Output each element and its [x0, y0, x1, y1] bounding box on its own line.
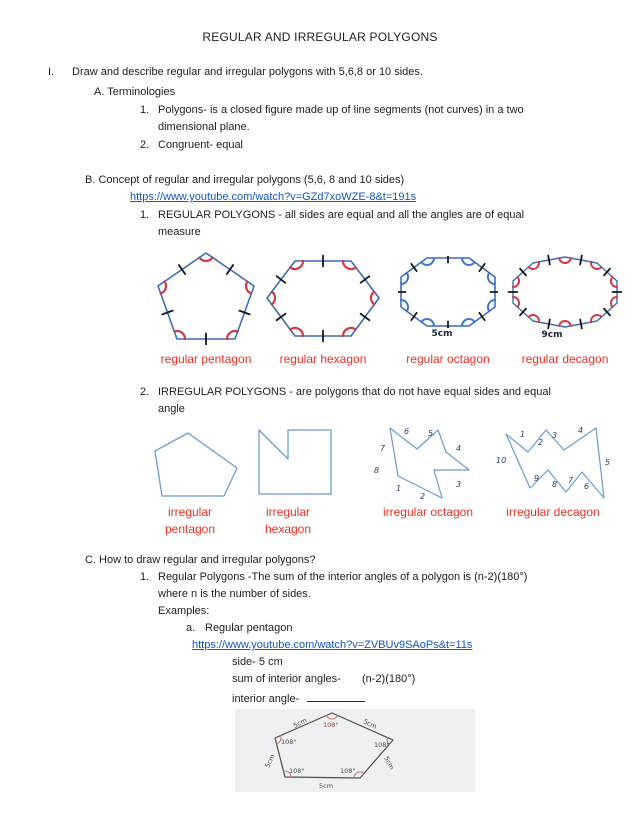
list-marker-c1: 1. [140, 571, 150, 583]
decagon-side-number: 5 [605, 458, 611, 467]
decagon-side-number: 6 [584, 482, 590, 491]
list-marker-irregular: 2. [140, 386, 150, 398]
octagon-side-number: 3 [456, 480, 462, 489]
caption-irregular-octagon: irregular octagon [382, 505, 474, 519]
decagon-side-length-label: 9cm [541, 330, 563, 340]
list-marker-1: 1. [140, 104, 150, 116]
regular-hexagon-drawing [263, 253, 383, 343]
octagon-side-number: 5 [428, 429, 434, 438]
decagon-side-number: 1 [520, 430, 526, 439]
side-label: 5cm [382, 754, 396, 772]
regular-polygons-def-line2: measure [158, 226, 201, 238]
caption-irregular-pentagon-line1: irregular [167, 505, 213, 519]
decagon-side-number: 4 [578, 426, 584, 435]
objective-text: Draw and describe regular and irregular polygons with 5,6,8 or 10 sides. [72, 66, 423, 78]
side-label: 5cm [319, 782, 334, 790]
decagon-side-number: 9 [534, 474, 540, 483]
list-marker-2: 2. [140, 139, 150, 151]
answer-blank [307, 690, 365, 702]
caption-irregular-hexagon-line1: irregular [265, 505, 311, 519]
decagon-side-number: 3 [552, 431, 558, 440]
youtube-link-pentagon[interactable]: https://www.youtube.com/watch?v=ZVBUv9SAoPs&t=11s [192, 639, 473, 651]
octagon-side-number: 2 [420, 492, 426, 501]
list-marker-a: a. [186, 622, 196, 634]
definition-polygons-line1: Polygons- is a closed figure made up of line segments (not curves) in a two [158, 104, 524, 116]
figure-irregular-pentagon [150, 428, 242, 500]
figure-irregular-decagon [498, 422, 613, 502]
examples-label: Examples: [158, 605, 210, 617]
side-label: 5cm [263, 752, 277, 770]
heading-how-to-draw: C. How to draw regular and irregular polygons? [85, 554, 316, 566]
youtube-link-concept[interactable]: https://www.youtube.com/watch?v=GZd7xoWZE-8&t=191s [130, 191, 417, 203]
figure-regular-octagon [398, 256, 498, 328]
pentagon-example-panel [235, 709, 475, 792]
pentagon-example-drawing [235, 709, 475, 792]
figure-regular-pentagon [150, 251, 262, 345]
side-label: 5cm [361, 717, 379, 731]
caption-irregular-hexagon-line2: hexagon [264, 522, 312, 536]
angle-label: 108° [340, 767, 356, 775]
figure-regular-decagon [506, 254, 624, 330]
figure-irregular-hexagon [255, 426, 335, 498]
definition-congruent: Congruent- equal [158, 139, 244, 151]
angle-label: 108° [281, 738, 297, 746]
irregular-polygons-def-line1: IRREGULAR POLYGONS - are polygons that do not have equal sides and equal [158, 386, 551, 398]
octagon-side-number: 6 [404, 427, 410, 436]
caption-irregular-pentagon-line2: pentagon [164, 522, 216, 536]
decagon-side-number: 2 [538, 438, 544, 447]
figure-regular-hexagon [263, 253, 383, 343]
regular-decagon-drawing [506, 254, 624, 330]
list-marker-I: I. [48, 66, 55, 78]
octagon-side-number: 8 [374, 466, 380, 475]
heading-terminologies: A. Terminologies [94, 86, 176, 98]
interior-angle-rule-line2: where n is the number of sides. [158, 588, 311, 600]
decagon-side-number: 7 [568, 476, 574, 485]
sum-interior-angles-label: sum of interior angles- [232, 673, 341, 685]
caption-regular-decagon: regular decagon [521, 352, 609, 366]
decagon-side-number: 8 [552, 480, 558, 489]
caption-regular-hexagon: regular hexagon [279, 352, 367, 366]
angle-label: 108° [323, 721, 339, 729]
octagon-side-number: 4 [456, 444, 462, 453]
definition-polygons-line2: dimensional plane. [158, 121, 250, 133]
irregular-polygons-def-line2: angle [158, 403, 185, 415]
heading-concept: B. Concept of regular and irregular polygons (5,6, 8 and 10 sides) [85, 174, 405, 186]
figure-irregular-octagon [372, 424, 484, 502]
sum-interior-angles-formula: (n-2)(180°) [362, 673, 416, 685]
octagon-side-length-label: 5cm [431, 329, 453, 339]
side-label: 5cm [291, 716, 309, 730]
angle-label: 108° [374, 741, 390, 749]
angle-label: 108° [289, 767, 305, 775]
example-regular-pentagon-label: Regular pentagon [205, 622, 293, 634]
interior-angle-line [232, 690, 365, 705]
octagon-side-number: 1 [396, 484, 402, 493]
octagon-side-number: 7 [380, 444, 386, 453]
caption-irregular-decagon: irregular decagon [506, 505, 600, 519]
interior-angle-rule-line1: Regular Polygons -The sum of the interior angles of a polygon is (n-2)(180°) [158, 571, 528, 583]
side-length-line: side- 5 cm [232, 656, 283, 668]
regular-polygons-def-line1: REGULAR POLYGONS - all sides are equal and all the angles are of equal [158, 209, 525, 221]
caption-regular-pentagon: regular pentagon [160, 352, 252, 366]
regular-pentagon-drawing [150, 251, 262, 345]
irregular-pentagon-drawing [150, 428, 242, 500]
irregular-hexagon-drawing [255, 426, 335, 498]
decagon-side-number: 10 [496, 456, 507, 465]
list-marker-regular: 1. [140, 209, 150, 221]
interior-angle-label: interior angle- [232, 693, 300, 705]
regular-octagon-drawing [398, 256, 498, 328]
page-title: REGULAR AND IRREGULAR POLYGONS [202, 30, 438, 44]
caption-regular-octagon: regular octagon [406, 352, 490, 366]
